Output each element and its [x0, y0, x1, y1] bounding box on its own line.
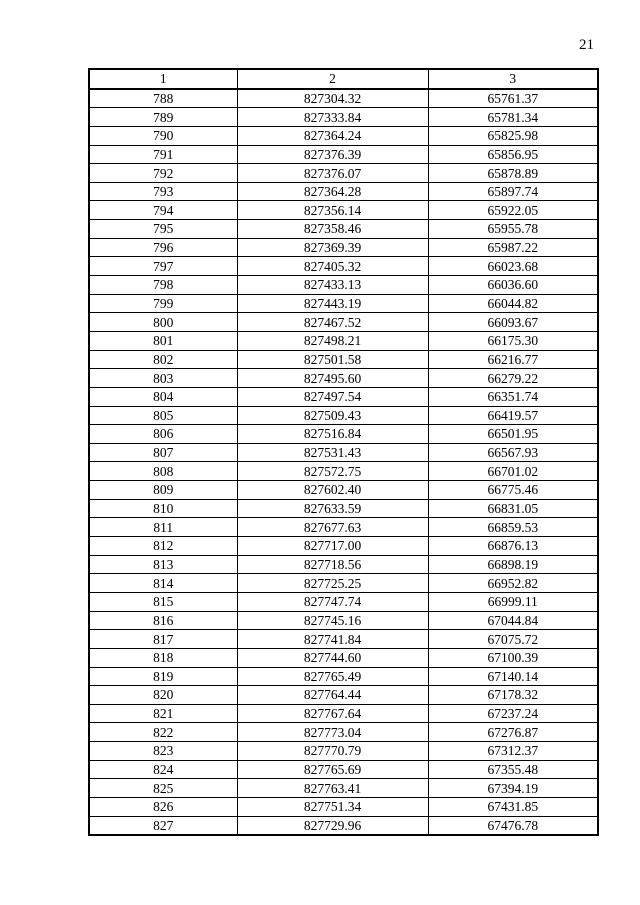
point-number-cell: 807 — [89, 443, 237, 462]
y-coordinate-cell: 67476.78 — [428, 816, 598, 835]
y-coordinate-cell: 67276.87 — [428, 723, 598, 742]
table-row — [89, 797, 598, 816]
table-row — [89, 742, 598, 761]
x-coordinate-cell: 827467.52 — [237, 313, 428, 332]
point-number-cell: 813 — [89, 555, 237, 574]
point-number-cell: 788 — [89, 89, 237, 108]
x-coordinate-cell: 827767.64 — [237, 704, 428, 723]
point-number-cell: 802 — [89, 350, 237, 369]
x-coordinate-cell: 827333.84 — [237, 108, 428, 127]
y-coordinate-cell: 67312.37 — [428, 742, 598, 761]
page-number: 21 — [579, 37, 594, 53]
table-row — [89, 425, 598, 444]
y-coordinate-cell: 65825.98 — [428, 126, 598, 145]
y-coordinate-cell: 65987.22 — [428, 238, 598, 257]
y-coordinate-cell: 66044.82 — [428, 294, 598, 313]
y-coordinate-cell: 66419.57 — [428, 406, 598, 425]
y-coordinate-cell: 66952.82 — [428, 574, 598, 593]
point-number-cell: 799 — [89, 294, 237, 313]
x-coordinate-cell: 827764.44 — [237, 686, 428, 705]
x-coordinate-cell: 827770.79 — [237, 742, 428, 761]
y-coordinate-cell: 66876.13 — [428, 537, 598, 556]
table-row — [89, 331, 598, 350]
y-coordinate-cell: 65878.89 — [428, 164, 598, 183]
coordinates-table — [88, 68, 599, 836]
column-header-2: 2 — [237, 69, 428, 89]
point-number-cell: 801 — [89, 331, 237, 350]
y-coordinate-cell: 65856.95 — [428, 145, 598, 164]
y-coordinate-cell: 66831.05 — [428, 499, 598, 518]
table-row — [89, 704, 598, 723]
point-number-cell: 797 — [89, 257, 237, 276]
y-coordinate-cell: 66279.22 — [428, 369, 598, 388]
point-number-cell: 819 — [89, 667, 237, 686]
y-coordinate-cell: 65922.05 — [428, 201, 598, 220]
x-coordinate-cell: 827364.28 — [237, 182, 428, 201]
point-number-cell: 821 — [89, 704, 237, 723]
point-number-cell: 810 — [89, 499, 237, 518]
point-number-cell: 796 — [89, 238, 237, 257]
x-coordinate-cell: 827509.43 — [237, 406, 428, 425]
y-coordinate-cell: 67075.72 — [428, 630, 598, 649]
table-row — [89, 145, 598, 164]
point-number-cell: 808 — [89, 462, 237, 481]
point-number-cell: 824 — [89, 760, 237, 779]
x-coordinate-cell: 827633.59 — [237, 499, 428, 518]
table-row — [89, 723, 598, 742]
x-coordinate-cell: 827498.21 — [237, 331, 428, 350]
point-number-cell: 827 — [89, 816, 237, 835]
table-row — [89, 294, 598, 313]
x-coordinate-cell: 827765.69 — [237, 760, 428, 779]
table-row — [89, 126, 598, 145]
y-coordinate-cell: 66175.30 — [428, 331, 598, 350]
point-number-cell: 805 — [89, 406, 237, 425]
table-row — [89, 574, 598, 593]
point-number-cell: 825 — [89, 779, 237, 798]
y-coordinate-cell: 66775.46 — [428, 481, 598, 500]
table-row — [89, 108, 598, 127]
y-coordinate-cell: 66999.11 — [428, 592, 598, 611]
y-coordinate-cell: 65761.37 — [428, 89, 598, 108]
x-coordinate-cell: 827433.13 — [237, 276, 428, 295]
header-row — [89, 69, 598, 89]
table-header — [89, 69, 598, 89]
x-coordinate-cell: 827497.54 — [237, 387, 428, 406]
y-coordinate-cell: 67100.39 — [428, 648, 598, 667]
x-coordinate-cell: 827443.19 — [237, 294, 428, 313]
point-number-cell: 806 — [89, 425, 237, 444]
table-row — [89, 555, 598, 574]
y-coordinate-cell: 66036.60 — [428, 276, 598, 295]
point-number-cell: 814 — [89, 574, 237, 593]
table-row — [89, 238, 598, 257]
point-number-cell: 826 — [89, 797, 237, 816]
point-number-cell: 811 — [89, 518, 237, 537]
x-coordinate-cell: 827358.46 — [237, 220, 428, 239]
point-number-cell: 817 — [89, 630, 237, 649]
y-coordinate-cell: 67044.84 — [428, 611, 598, 630]
table-row — [89, 630, 598, 649]
point-number-cell: 816 — [89, 611, 237, 630]
point-number-cell: 822 — [89, 723, 237, 742]
x-coordinate-cell: 827677.63 — [237, 518, 428, 537]
x-coordinate-cell: 827364.24 — [237, 126, 428, 145]
point-number-cell: 812 — [89, 537, 237, 556]
table-row — [89, 481, 598, 500]
x-coordinate-cell: 827745.16 — [237, 611, 428, 630]
y-coordinate-cell: 67237.24 — [428, 704, 598, 723]
point-number-cell: 793 — [89, 182, 237, 201]
point-number-cell: 791 — [89, 145, 237, 164]
y-coordinate-cell: 66023.68 — [428, 257, 598, 276]
y-coordinate-cell: 66093.67 — [428, 313, 598, 332]
y-coordinate-cell: 66351.74 — [428, 387, 598, 406]
point-number-cell: 790 — [89, 126, 237, 145]
y-coordinate-cell: 66701.02 — [428, 462, 598, 481]
table-row — [89, 89, 598, 108]
column-header-1: 1 — [89, 69, 237, 89]
table-row — [89, 201, 598, 220]
point-number-cell: 792 — [89, 164, 237, 183]
table-row — [89, 462, 598, 481]
table-row — [89, 816, 598, 835]
y-coordinate-cell: 66501.95 — [428, 425, 598, 444]
x-coordinate-cell: 827747.74 — [237, 592, 428, 611]
table-row — [89, 592, 598, 611]
x-coordinate-cell: 827765.49 — [237, 667, 428, 686]
x-coordinate-cell: 827501.58 — [237, 350, 428, 369]
table-row — [89, 406, 598, 425]
table-row — [89, 369, 598, 388]
table-row — [89, 518, 598, 537]
x-coordinate-cell: 827744.60 — [237, 648, 428, 667]
table-row — [89, 779, 598, 798]
y-coordinate-cell: 65955.78 — [428, 220, 598, 239]
y-coordinate-cell: 66567.93 — [428, 443, 598, 462]
point-number-cell: 803 — [89, 369, 237, 388]
table-row — [89, 686, 598, 705]
table-row — [89, 443, 598, 462]
table-row — [89, 350, 598, 369]
x-coordinate-cell: 827741.84 — [237, 630, 428, 649]
y-coordinate-cell: 67394.19 — [428, 779, 598, 798]
y-coordinate-cell: 65781.34 — [428, 108, 598, 127]
y-coordinate-cell: 67431.85 — [428, 797, 598, 816]
table-row — [89, 667, 598, 686]
y-coordinate-cell: 66898.19 — [428, 555, 598, 574]
x-coordinate-cell: 827729.96 — [237, 816, 428, 835]
point-number-cell: 809 — [89, 481, 237, 500]
x-coordinate-cell: 827725.25 — [237, 574, 428, 593]
x-coordinate-cell: 827717.00 — [237, 537, 428, 556]
y-coordinate-cell: 65897.74 — [428, 182, 598, 201]
point-number-cell: 794 — [89, 201, 237, 220]
table-row — [89, 257, 598, 276]
x-coordinate-cell: 827495.60 — [237, 369, 428, 388]
table-row — [89, 164, 598, 183]
point-number-cell: 795 — [89, 220, 237, 239]
table-body — [89, 89, 598, 836]
x-coordinate-cell: 827763.41 — [237, 779, 428, 798]
point-number-cell: 789 — [89, 108, 237, 127]
column-header-3: 3 — [428, 69, 598, 89]
x-coordinate-cell: 827751.34 — [237, 797, 428, 816]
point-number-cell: 804 — [89, 387, 237, 406]
table-row — [89, 220, 598, 239]
point-number-cell: 815 — [89, 592, 237, 611]
point-number-cell: 823 — [89, 742, 237, 761]
x-coordinate-cell: 827718.56 — [237, 555, 428, 574]
x-coordinate-cell: 827572.75 — [237, 462, 428, 481]
x-coordinate-cell: 827304.32 — [237, 89, 428, 108]
x-coordinate-cell: 827376.39 — [237, 145, 428, 164]
table-row — [89, 760, 598, 779]
table-row — [89, 648, 598, 667]
x-coordinate-cell: 827405.32 — [237, 257, 428, 276]
x-coordinate-cell: 827602.40 — [237, 481, 428, 500]
y-coordinate-cell: 67178.32 — [428, 686, 598, 705]
x-coordinate-cell: 827356.14 — [237, 201, 428, 220]
x-coordinate-cell: 827531.43 — [237, 443, 428, 462]
table-row — [89, 182, 598, 201]
table-row — [89, 276, 598, 295]
y-coordinate-cell: 67355.48 — [428, 760, 598, 779]
table-row — [89, 499, 598, 518]
y-coordinate-cell: 67140.14 — [428, 667, 598, 686]
point-number-cell: 820 — [89, 686, 237, 705]
point-number-cell: 798 — [89, 276, 237, 295]
x-coordinate-cell: 827376.07 — [237, 164, 428, 183]
x-coordinate-cell: 827369.39 — [237, 238, 428, 257]
y-coordinate-cell: 66216.77 — [428, 350, 598, 369]
table-row — [89, 387, 598, 406]
x-coordinate-cell: 827773.04 — [237, 723, 428, 742]
table-row — [89, 611, 598, 630]
table-row — [89, 537, 598, 556]
y-coordinate-cell: 66859.53 — [428, 518, 598, 537]
point-number-cell: 818 — [89, 648, 237, 667]
x-coordinate-cell: 827516.84 — [237, 425, 428, 444]
point-number-cell: 800 — [89, 313, 237, 332]
table-row — [89, 313, 598, 332]
